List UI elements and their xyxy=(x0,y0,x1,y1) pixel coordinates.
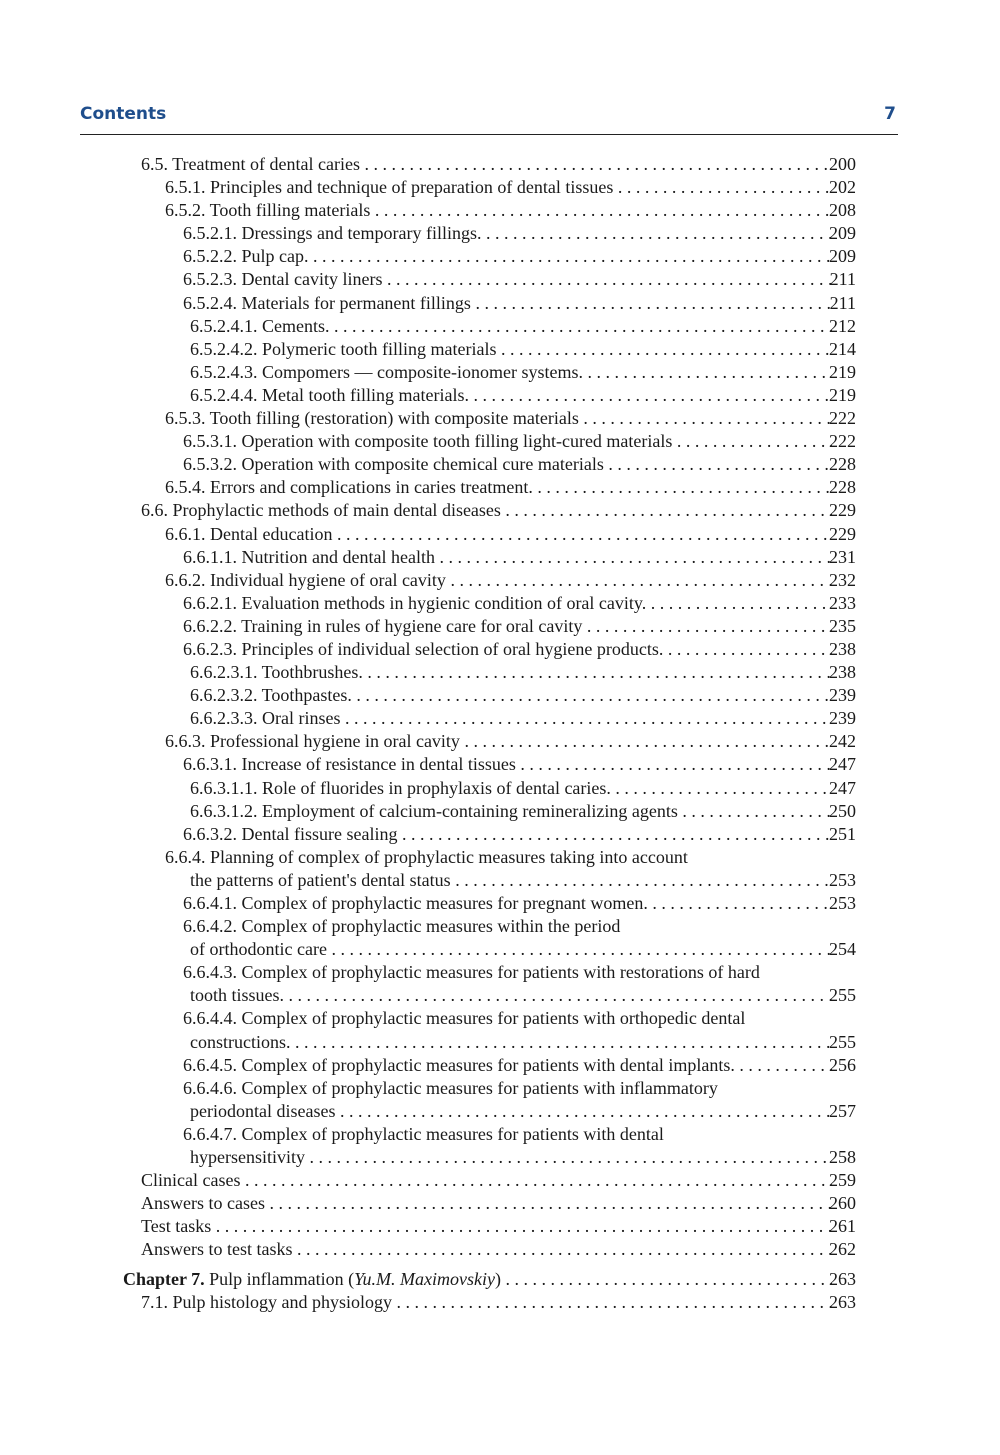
toc-entry[interactable] xyxy=(0,615,1000,638)
toc-entry-page: 253 xyxy=(829,893,856,913)
toc-entry-page: 260 xyxy=(829,1193,856,1214)
toc-entry[interactable] xyxy=(0,546,1000,569)
toc-entry[interactable] xyxy=(0,1215,1000,1238)
toc-entry-page: 255 xyxy=(829,985,856,1006)
toc-entry-title: Answers to test tasks . . . xyxy=(141,1238,832,1261)
toc-entry-page: 263 xyxy=(829,1291,856,1312)
toc-entry[interactable] xyxy=(0,892,1000,915)
toc-entry[interactable] xyxy=(0,292,1000,315)
toc-entry-page: 214 xyxy=(829,338,856,359)
toc-entry-title: 6.5.2.4.2. Polymeric tooth filling materials . . . xyxy=(190,338,832,361)
page-header xyxy=(80,104,898,135)
toc-entry-page: 200 xyxy=(829,154,856,174)
toc-entry[interactable] xyxy=(0,476,1000,499)
toc-entry-title: 6.6.4.2. Complex of prophylactic measures within the period xyxy=(183,916,621,937)
toc-entry[interactable] xyxy=(0,800,1000,823)
toc-entry-title: 6.6.3.1.2. Employment of calcium-containing remineralizing agents . . . xyxy=(190,800,832,823)
toc-entry-title: 6.6.4. Planning of complex of prophylactic measures taking into account xyxy=(165,846,688,867)
toc-entry[interactable] xyxy=(0,592,1000,615)
toc-entry[interactable] xyxy=(0,1031,1000,1054)
toc-entry[interactable] xyxy=(0,661,1000,684)
toc-entry-page: 239 xyxy=(829,685,856,706)
toc-entry[interactable] xyxy=(0,199,1000,222)
toc-entry[interactable] xyxy=(0,1146,1000,1169)
toc-entry[interactable] xyxy=(0,268,1000,291)
toc-entry-title: 6.5.3.1. Operation with composite tooth filling light-cured materials . . . xyxy=(183,430,832,453)
toc-entry-page: 219 xyxy=(829,361,856,382)
toc-entry[interactable] xyxy=(0,777,1000,800)
toc-entry-page: 238 xyxy=(829,662,856,683)
toc-entry-page: 251 xyxy=(829,823,856,844)
toc-entry-title: Chapter 7. Pulp inflammation (Yu.M. Maximovskiy) . . . xyxy=(123,1268,832,1291)
toc-entry-page: 231 xyxy=(829,546,856,567)
toc-entry[interactable] xyxy=(0,869,1000,892)
chapter-label: Chapter 7. xyxy=(123,1268,205,1289)
toc-entry[interactable] xyxy=(0,1007,1000,1030)
toc-entry-page: 263 xyxy=(829,1268,856,1289)
toc-entry-title: 6.5.2. Tooth filling materials . . . xyxy=(165,199,832,222)
toc-entry-title: periodontal diseases . . . xyxy=(190,1100,832,1123)
toc-entry-page: 242 xyxy=(829,731,856,752)
toc-entry[interactable] xyxy=(0,384,1000,407)
toc-entry[interactable] xyxy=(0,730,1000,753)
toc-entry[interactable] xyxy=(0,938,1000,961)
toc-entry[interactable] xyxy=(0,1192,1000,1215)
toc-entry-title: 6.6.1.1. Nutrition and dental health . . . xyxy=(183,546,832,569)
toc-entry-page: 202 xyxy=(829,177,856,198)
running-title: Contents xyxy=(80,104,167,124)
toc-entry[interactable] xyxy=(0,245,1000,268)
toc-entry-title: 6.5.2.2. Pulp cap. . . . xyxy=(183,245,832,268)
toc-entry-title: Test tasks . . . xyxy=(141,1215,832,1238)
toc-entry-title: 6.5.2.4.3. Compomers — composite-ionomer systems. . . . xyxy=(190,361,832,384)
toc-entry-title: 6.6.2.3.2. Toothpastes. . . . xyxy=(190,684,832,707)
toc-entry-title: 6.6.2.1. Evaluation methods in hygienic condition of oral cavity. . . . xyxy=(183,592,832,615)
toc-entry-title: 7.1. Pulp histology and physiology . . . xyxy=(141,1291,832,1314)
toc-entry-title: 6.6.2.3.1. Toothbrushes. . . . xyxy=(190,661,832,684)
toc-entry-page: 229 xyxy=(829,523,856,544)
toc-entry-page: 228 xyxy=(829,454,856,475)
toc-entry[interactable] xyxy=(0,222,1000,245)
toc-entry[interactable] xyxy=(0,361,1000,384)
toc-entry[interactable] xyxy=(0,1054,1000,1077)
toc-entry[interactable] xyxy=(0,407,1000,430)
toc-entry-title: 6.6.4.4. Complex of prophylactic measures for patients with orthopedic dental xyxy=(183,1008,746,1029)
toc-entry-page: 247 xyxy=(829,777,856,798)
toc-entry[interactable] xyxy=(0,499,1000,522)
toc-entry-page: 211 xyxy=(829,269,856,290)
toc-entry-title: Answers to cases . . . xyxy=(141,1192,832,1215)
toc-entry[interactable] xyxy=(0,823,1000,846)
toc-entry-page: 261 xyxy=(829,1216,856,1237)
toc-entry[interactable] xyxy=(0,430,1000,453)
toc-entry-title: the patterns of patient's dental status . . . xyxy=(190,869,832,892)
toc-entry-title: 6.6.3.1. Increase of resistance in dental tissues . . . xyxy=(183,753,832,776)
toc-entry[interactable] xyxy=(0,753,1000,776)
toc-entry-title: of orthodontic care . . . xyxy=(190,938,832,961)
toc-entry-title: 6.5.2.3. Dental cavity liners . . . xyxy=(183,268,832,291)
toc-entry-page: 235 xyxy=(829,615,856,636)
toc-entry-title: 6.5.3. Tooth filling (restoration) with composite materials . . . xyxy=(165,407,832,430)
toc-entry-title: 6.6.2. Individual hygiene of oral cavity . . . xyxy=(165,569,832,592)
toc-entry-title: Clinical cases . . . xyxy=(141,1169,832,1192)
toc-entry-title: 6.6.2.3. Principles of individual selection of oral hygiene products. . . . xyxy=(183,638,832,661)
toc-entry-page: 258 xyxy=(829,1147,856,1168)
toc-entry[interactable] xyxy=(0,915,1000,938)
toc-entry-title: constructions. . . . xyxy=(190,1031,832,1054)
toc-entry-page: 232 xyxy=(829,569,856,590)
toc-entry[interactable] xyxy=(0,846,1000,869)
toc-entry-page: 254 xyxy=(829,939,856,960)
toc-entry-title: 6.6.4.1. Complex of prophylactic measures for pregnant women. . . . xyxy=(183,892,832,915)
toc-entry-title: 6.5.1. Principles and technique of preparation of dental tissues . . . xyxy=(165,176,832,199)
toc-entry[interactable] xyxy=(0,315,1000,338)
toc-entry-page: 228 xyxy=(829,477,856,498)
toc-entry-title: 6.6.4.6. Complex of prophylactic measures for patients with inflammatory xyxy=(183,1077,718,1098)
toc-entry-page: 219 xyxy=(829,384,856,405)
toc-entry-page: 238 xyxy=(829,638,856,659)
toc-entry-page: 255 xyxy=(829,1031,856,1052)
toc-entry-title: 6.6.2.3.3. Oral rinses . . . xyxy=(190,707,832,730)
toc-entry-title: 6.6.3. Professional hygiene in oral cavity . . . xyxy=(165,730,832,753)
toc-entry-page: 247 xyxy=(829,754,856,775)
toc-entry[interactable] xyxy=(0,638,1000,661)
toc-entry[interactable] xyxy=(0,569,1000,592)
toc-entry-title: 6.5.3.2. Operation with composite chemical cure materials . . . xyxy=(183,453,832,476)
toc-entry[interactable] xyxy=(0,1238,1000,1261)
page-number: 7 xyxy=(884,104,896,124)
toc-entry-page: 222 xyxy=(829,431,856,452)
toc-entry-title: 6.6.4.3. Complex of prophylactic measures for patients with restorations of hard xyxy=(183,962,760,983)
toc-entry[interactable] xyxy=(0,523,1000,546)
toc-entry-title: 6.5.2.4.4. Metal tooth filling materials. . . . xyxy=(190,384,832,407)
toc-entry[interactable] xyxy=(0,153,1000,176)
toc-entry-page: 253 xyxy=(829,869,856,890)
toc-entry[interactable] xyxy=(0,961,1000,984)
toc-entry-title: 6.5.4. Errors and complications in caries treatment. . . . xyxy=(165,476,832,499)
chapter-author: Yu.M. Maximovskiy xyxy=(354,1268,495,1289)
toc-entry-title: 6.5.2.1. Dressings and temporary fillings. . . . xyxy=(183,222,832,245)
toc-entry-title: 6.5.2.4.1. Cements. . . . xyxy=(190,315,832,338)
toc-entry-title: 6.5.2.4. Materials for permanent fillings . . . xyxy=(183,292,832,315)
toc-entry-title: 6.6. Prophylactic methods of main dental diseases . . . xyxy=(141,499,832,522)
toc-entry-title: 6.6.4.5. Complex of prophylactic measures for patients with dental implants. . . . xyxy=(183,1054,832,1077)
toc-entry[interactable] xyxy=(0,684,1000,707)
toc-entry-page: 262 xyxy=(829,1239,856,1260)
toc-entry-title: tooth tissues. . . . xyxy=(190,984,832,1007)
toc-entry-title: 6.6.1. Dental education . . . xyxy=(165,523,832,546)
toc-entry-page: 209 xyxy=(829,246,856,267)
toc-entry-page: 229 xyxy=(829,500,856,521)
toc-entry-page: 212 xyxy=(829,315,856,336)
toc-entry[interactable] xyxy=(0,1291,1000,1314)
toc-entry[interactable] xyxy=(0,338,1000,361)
toc-entry-page: 250 xyxy=(829,800,856,821)
toc-entry[interactable] xyxy=(0,453,1000,476)
toc-entry[interactable] xyxy=(0,176,1000,199)
toc-entry-title: 6.6.4.7. Complex of prophylactic measures for patients with dental xyxy=(183,1123,664,1144)
toc-entry-title: 6.6.3.2. Dental fissure sealing . . . xyxy=(183,823,832,846)
toc-entry-page: 208 xyxy=(829,200,856,221)
toc-entry-page: 233 xyxy=(829,592,856,613)
toc-entry-page: 256 xyxy=(829,1054,856,1075)
toc-entry[interactable] xyxy=(0,1169,1000,1192)
toc-entry[interactable] xyxy=(0,707,1000,730)
toc-entry-page: 239 xyxy=(829,708,856,729)
toc-entry-page: 209 xyxy=(829,223,856,244)
toc-entry-title: 6.6.3.1.1. Role of fluorides in prophylaxis of dental caries. . . . xyxy=(190,777,832,800)
toc-entry[interactable] xyxy=(0,984,1000,1007)
toc-entry-title: 6.6.2.2. Training in rules of hygiene care for oral cavity . . . xyxy=(183,615,832,638)
toc-entry-page: 257 xyxy=(829,1100,856,1121)
toc-entry-page: 222 xyxy=(829,408,856,429)
table-of-contents xyxy=(0,153,1000,1314)
toc-entry[interactable] xyxy=(0,1123,1000,1146)
toc-entry-title: hypersensitivity . . . xyxy=(190,1146,832,1169)
toc-entry-page: 211 xyxy=(829,292,856,313)
toc-entry-title: 6.5. Treatment of dental caries . . . xyxy=(141,153,832,176)
toc-entry-page: 259 xyxy=(829,1170,856,1191)
toc-entry[interactable] xyxy=(0,1268,1000,1291)
toc-entry[interactable] xyxy=(0,1100,1000,1123)
toc-entry[interactable] xyxy=(0,1077,1000,1100)
